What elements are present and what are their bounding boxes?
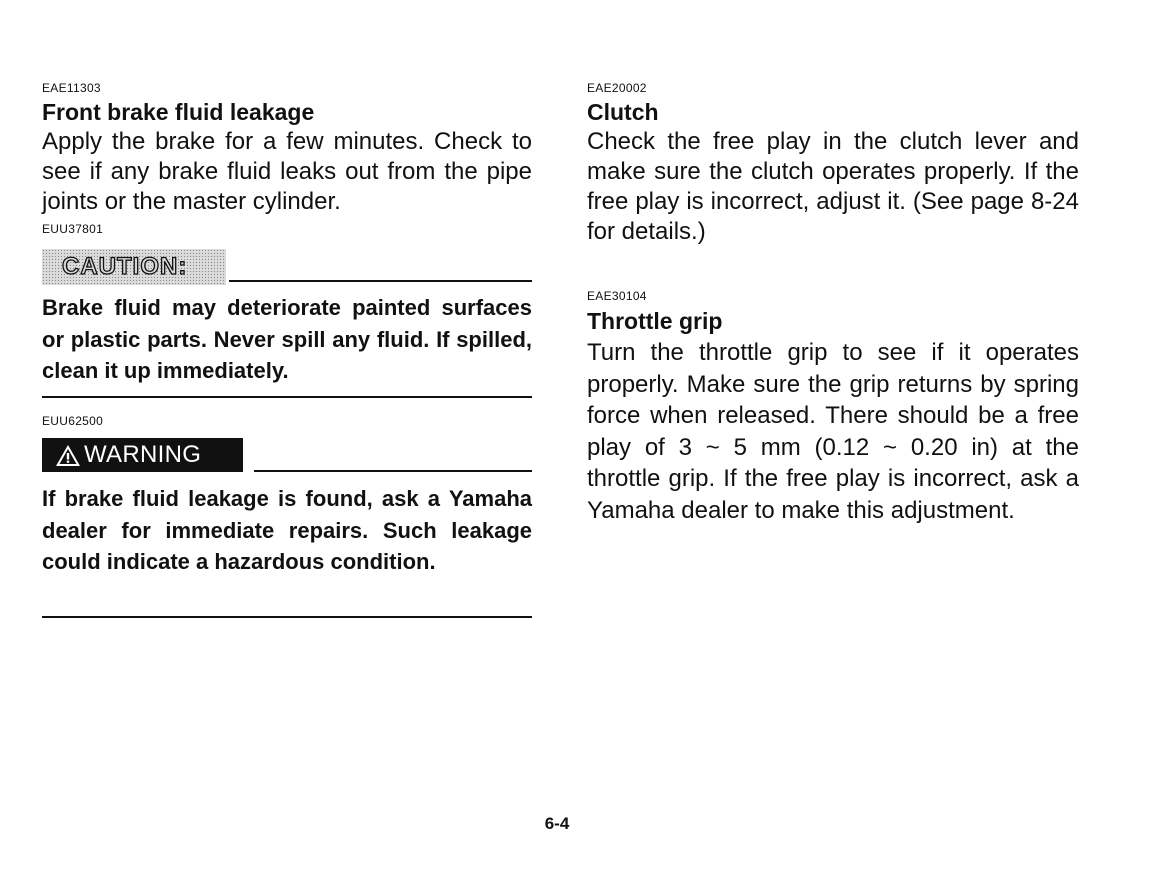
warning-code: EUU62500: [42, 414, 104, 428]
warning-label: WARNING: [84, 441, 202, 468]
caution-label: CAUTION:: [62, 253, 188, 280]
caution-header-rule: [229, 280, 532, 282]
section-code-front-brake: EAE11303: [42, 81, 101, 95]
warning-text: If brake fluid leakage is found, ask a Yamaha dealer for immediate repairs. Such leakage could indicate a hazardous condition.: [42, 486, 532, 574]
page-number: 6-4: [544, 814, 570, 833]
front-brake-body: Apply the brake for a few minutes. Check to see if any brake fluid leaks out from the pipe joints or the master cylinder.: [42, 128, 532, 215]
caution-bottom-rule: [42, 396, 532, 398]
caution-text: Brake fluid may deteriorate painted surfaces or plastic parts. Never spill any fluid. If spilled, clean it up immediately.: [42, 295, 532, 383]
clutch-heading: Clutch: [587, 99, 659, 125]
warning-header-rule: [254, 470, 532, 472]
caution-label-box: [42, 249, 226, 285]
warning-bottom-rule: [42, 616, 532, 618]
front-brake-heading: Front brake fluid leakage: [42, 99, 315, 125]
throttle-grip-heading: Throttle grip: [587, 308, 723, 334]
caution-code: EUU37801: [42, 222, 104, 236]
warning-label-box: [42, 438, 243, 472]
clutch-body: Check the free play in the clutch lever and make sure the clutch operates properly. If the free play is incorrect, adjust it. (See page 8-24 for details.): [587, 128, 1079, 245]
section-code-throttle: EAE30104: [587, 289, 647, 303]
section-code-clutch: EAE20002: [587, 81, 647, 95]
warning-triangle-icon: [55, 444, 81, 467]
throttle-grip-body: Turn the throttle grip to see if it operates properly. Make sure the grip returns by spring force when released. There should be a free play of 3 ~ 5 mm (0.12 ~ 0.20 in) at the throttle grip. If the free play is incorrect, ask a Yamaha dealer to make this adjustment.: [587, 339, 1079, 524]
